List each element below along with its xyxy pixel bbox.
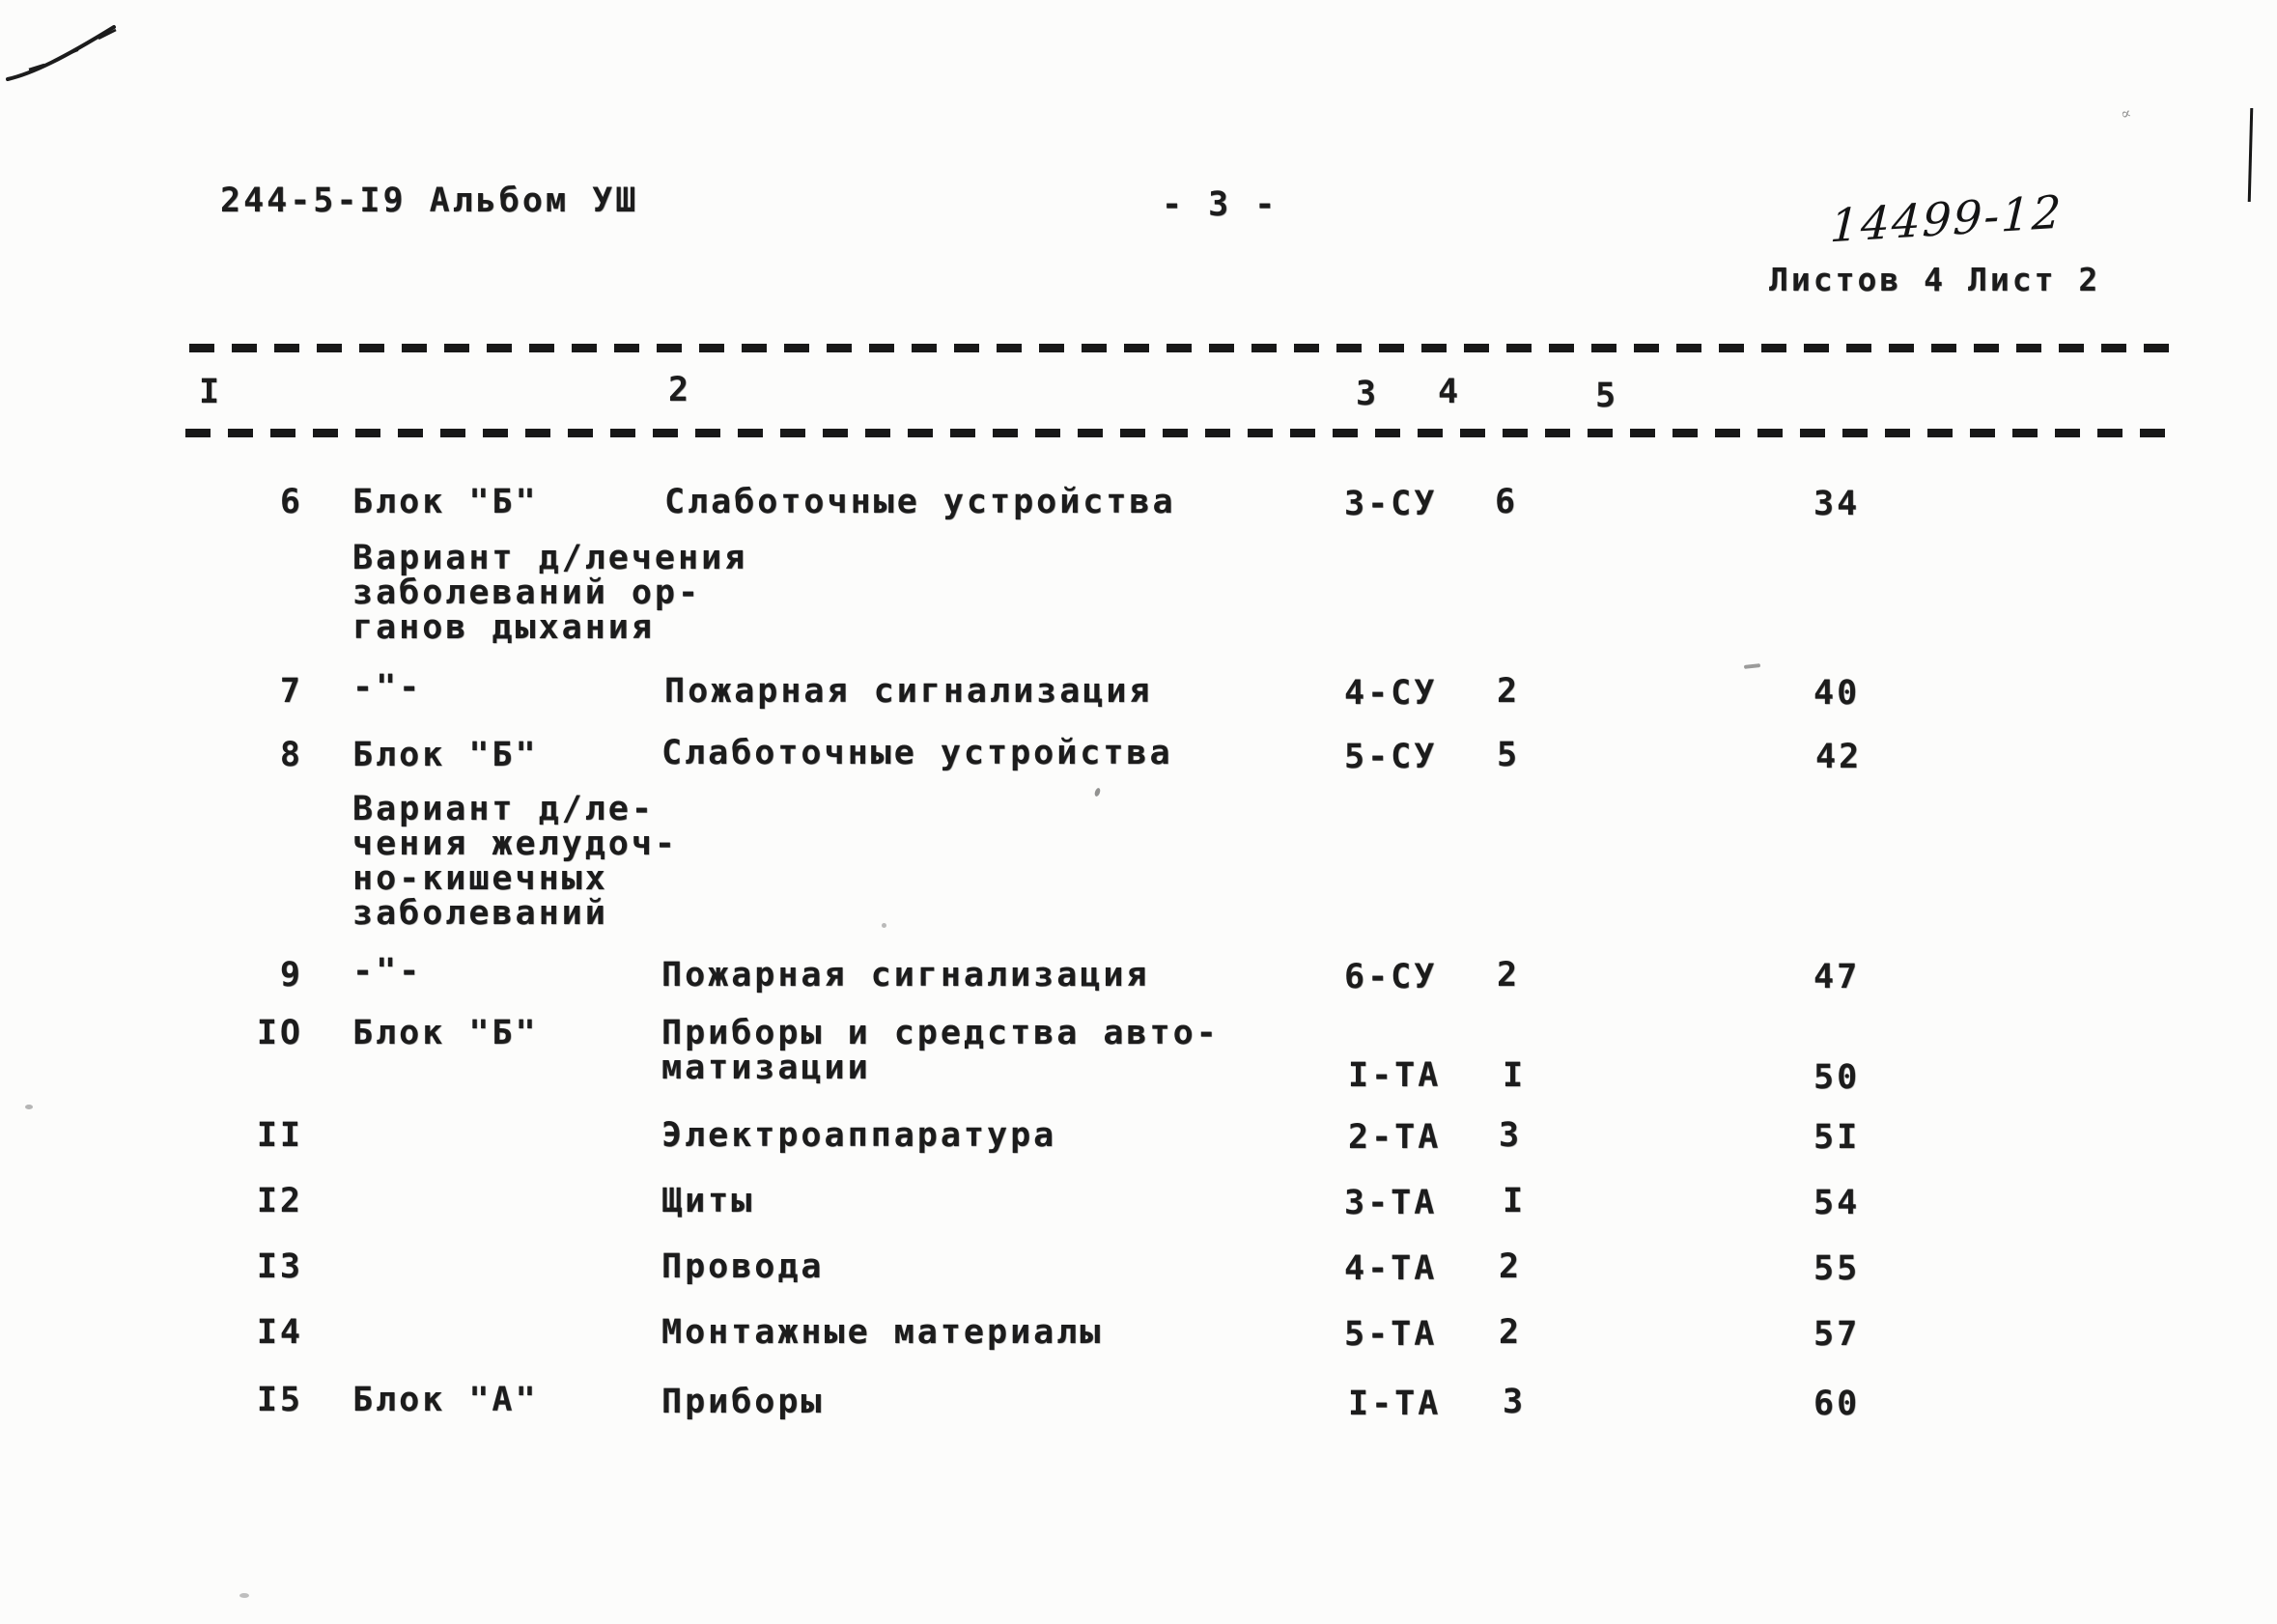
sheets-count: Листов 4 (1769, 261, 1946, 298)
title-cell: матизации (661, 1049, 871, 1087)
doc-code: 244-5-I9 Альбом УШ (220, 182, 639, 220)
row-number: I3 (256, 1247, 303, 1286)
row-number: I2 (256, 1182, 303, 1220)
copies-cell: 2 (1499, 1247, 1523, 1286)
code-cell: 5-СУ (1344, 738, 1438, 776)
copies-cell: 3 (1499, 1116, 1523, 1155)
title-cell: Слаботочные устройства (661, 734, 1173, 772)
row-number: 7 (279, 672, 303, 711)
row-number: I5 (256, 1381, 303, 1419)
title-cell: Приборы (661, 1383, 825, 1421)
title-cell: Пожарная сигнализация (664, 672, 1153, 711)
title-cell: Электроаппаратура (661, 1116, 1057, 1155)
block-cell: Блок "Б" (352, 736, 539, 774)
column-header-3: 3 (1356, 375, 1380, 413)
column-header-5: 5 (1595, 377, 1619, 415)
scan-artifact-pen-stroke (2, 6, 166, 98)
page-cell: 54 (1813, 1184, 1861, 1222)
row-number: 9 (279, 956, 303, 994)
column-header-2: 2 (668, 371, 692, 409)
code-cell: 2-ТА (1348, 1118, 1442, 1157)
page-cell: 34 (1813, 485, 1861, 523)
row-number: IO (256, 1014, 303, 1052)
title-cell: Монтажные материалы (661, 1313, 1104, 1352)
scan-artifact-dash (1744, 663, 1760, 669)
scan-artifact-smudge-bottom (239, 1593, 249, 1598)
page-cell: 47 (1813, 958, 1861, 996)
page-cell: 42 (1815, 738, 1863, 776)
block-note-line: ганов дыхания (352, 608, 655, 647)
title-cell: Щиты (661, 1182, 755, 1220)
row-number: II (256, 1116, 303, 1155)
code-cell: I-ТА (1348, 1056, 1442, 1095)
copies-cell: I (1503, 1056, 1527, 1095)
code-cell: 3-ТА (1344, 1184, 1438, 1222)
page-cell: 40 (1813, 674, 1861, 713)
title-cell: Пожарная сигнализация (661, 956, 1150, 994)
copies-cell: 2 (1499, 1313, 1523, 1352)
code-cell: 6-СУ (1344, 958, 1438, 996)
scan-artifact-tick (1094, 787, 1102, 797)
code-cell: 4-СУ (1344, 674, 1438, 713)
block-cell: Блок "Б" (352, 483, 539, 521)
row-number: 6 (279, 483, 303, 521)
scan-artifact-vertical-stroke (2248, 108, 2254, 202)
title-cell: Провода (661, 1247, 825, 1286)
copies-cell: 6 (1495, 483, 1519, 521)
block-note-line: заболеваний ор- (352, 574, 702, 612)
scan-artifact-smudge-left (25, 1105, 33, 1109)
code-cell: 5-ТА (1344, 1315, 1438, 1354)
block-cell: Блок "А" (352, 1381, 539, 1419)
handwritten-code: 14499-12 (1829, 185, 2065, 254)
block-note-line: чения желудоч- (352, 825, 679, 863)
sheet-number: Лист 2 (1968, 261, 2101, 298)
column-header-4: 4 (1438, 373, 1462, 411)
copies-cell: I (1503, 1182, 1527, 1220)
table-rule-top (189, 344, 2180, 352)
block-cell: -"- (352, 952, 423, 991)
table-rule-bottom (185, 429, 2173, 437)
column-header-1: I (199, 373, 223, 411)
block-note-line: Вариант д/лечения (352, 539, 748, 577)
block-note-line: но-кишечных (352, 859, 608, 898)
page-cell: 60 (1813, 1385, 1861, 1423)
title-cell: Слаботочные устройства (664, 483, 1176, 521)
copies-cell: 5 (1497, 736, 1521, 774)
copies-cell: 2 (1497, 956, 1521, 994)
page-cell: 5I (1813, 1118, 1861, 1157)
page-cell: 55 (1813, 1249, 1861, 1288)
page-cell: 57 (1813, 1315, 1861, 1354)
copies-cell: 2 (1497, 672, 1521, 711)
block-cell: -"- (352, 668, 423, 707)
scan-artifact-alpha-mark: ∝ (2118, 102, 2133, 125)
scan-artifact-dot (882, 923, 886, 928)
block-cell: Блок "Б" (352, 1014, 539, 1052)
page-cell: 50 (1813, 1058, 1861, 1097)
code-cell: 3-СУ (1344, 485, 1438, 523)
code-cell: I-ТА (1348, 1385, 1442, 1423)
block-note-line: Вариант д/ле- (352, 790, 655, 828)
row-number: I4 (256, 1313, 303, 1352)
row-number: 8 (279, 736, 303, 774)
copies-cell: 3 (1503, 1383, 1527, 1421)
block-note-line: заболеваний (352, 894, 608, 933)
code-cell: 4-ТА (1344, 1249, 1438, 1288)
page-number: - 3 - (1162, 185, 1279, 224)
title-cell: Приборы и средства авто- (661, 1014, 1220, 1052)
